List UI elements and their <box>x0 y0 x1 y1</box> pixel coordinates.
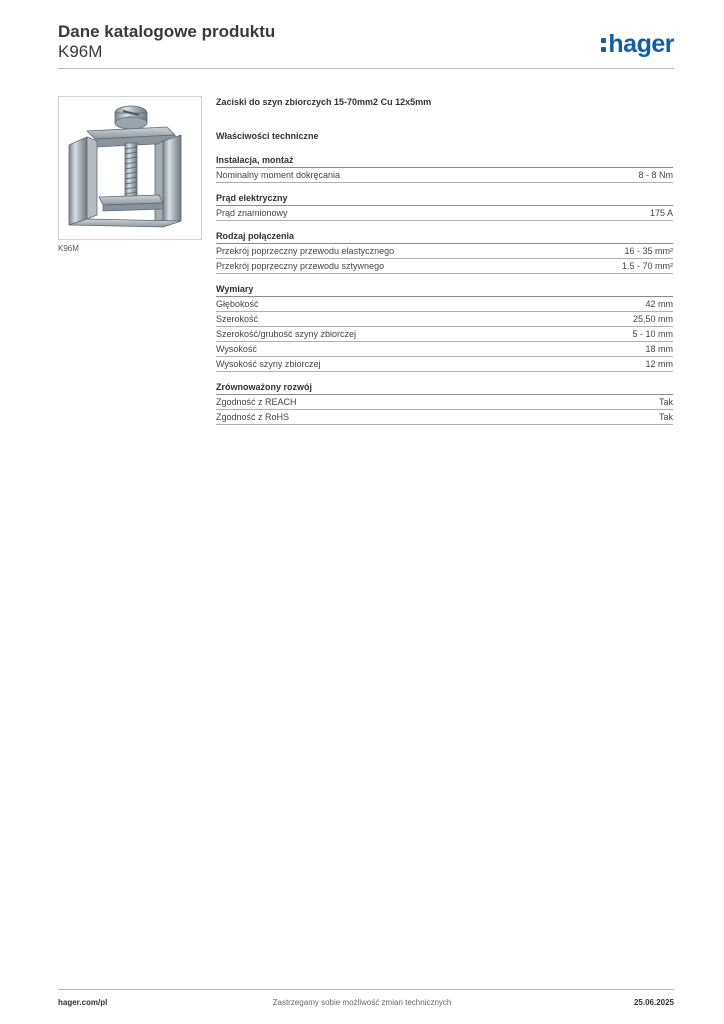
section-sustainability <box>216 381 673 425</box>
image-caption: K96M <box>58 244 79 253</box>
spec-row <box>216 342 673 357</box>
logo-dots-icon <box>601 35 607 53</box>
spec-label: Przekrój poprzeczny przewodu elastycznego <box>216 246 395 256</box>
spec-value: 1.5 - 70 mm² <box>621 261 673 271</box>
logo-text: hager <box>608 30 674 58</box>
footer-disclaimer: Zastrzegamy sobie możliwość zmian technicznych <box>272 998 452 1007</box>
spec-value: 25,50 mm <box>632 314 673 324</box>
spec-value: Tak <box>658 397 673 407</box>
spec-label: Zgodność z REACH <box>216 397 297 407</box>
hager-logo <box>601 30 674 58</box>
spec-label: Zgodność z RoHS <box>216 412 290 422</box>
technical-properties-heading: Właściwości techniczne <box>216 131 319 141</box>
spec-label: Prąd znamionowy <box>216 208 288 218</box>
spec-content <box>216 96 673 434</box>
spec-label: Głębokość <box>216 299 259 309</box>
spec-value: 12 mm <box>645 359 673 369</box>
footer-divider <box>58 989 674 990</box>
spec-row <box>216 357 673 372</box>
section-installation <box>216 154 673 183</box>
section-title: Rodzaj połączenia <box>216 230 673 244</box>
section-dimensions <box>216 283 673 372</box>
footer-date: 25.06.2025 <box>633 998 674 1007</box>
spec-row <box>216 206 673 221</box>
product-code: K96M <box>58 42 103 61</box>
section-electrical <box>216 192 673 221</box>
spec-label: Szerokość/grubość szyny zbiorczej <box>216 329 357 339</box>
product-description: Zaciski do szyn zbiorczych 15-70mm2 Cu 12x5mm <box>216 97 432 107</box>
page-header <box>58 22 674 68</box>
spec-value: 5 - 10 mm <box>632 329 673 339</box>
spec-value: 8 - 8 Nm <box>638 170 673 180</box>
spec-row <box>216 244 673 259</box>
spec-value: 16 - 35 mm² <box>624 246 673 256</box>
header-divider <box>58 68 674 69</box>
product-image <box>58 96 202 240</box>
spec-label: Wysokość <box>216 344 257 354</box>
spec-row <box>216 168 673 183</box>
spec-row <box>216 259 673 274</box>
spec-label: Nominalny moment dokręcania <box>216 170 341 180</box>
spec-label: Wysokość szyny zbiorczej <box>216 359 321 369</box>
section-title: Prąd elektryczny <box>216 192 673 206</box>
section-connection <box>216 230 673 274</box>
section-title: Wymiary <box>216 283 673 297</box>
spec-row <box>216 395 673 410</box>
spec-row <box>216 327 673 342</box>
spec-value: 42 mm <box>645 299 673 309</box>
busbar-clamp-icon <box>59 97 201 239</box>
spec-row <box>216 410 673 425</box>
spec-value: 18 mm <box>645 344 673 354</box>
spec-label: Szerokość <box>216 314 259 324</box>
footer-website-link[interactable]: hager.com/pl <box>58 998 108 1007</box>
spec-label: Przekrój poprzeczny przewodu sztywnego <box>216 261 385 271</box>
section-title: Instalacja, montaż <box>216 154 673 168</box>
section-title: Zrównoważony rozwój <box>216 381 673 395</box>
document-title: Dane katalogowe produktu <box>58 22 276 41</box>
spec-row <box>216 312 673 327</box>
spec-value: Tak <box>658 412 673 422</box>
spec-row <box>216 297 673 312</box>
spec-value: 175 A <box>649 208 673 218</box>
